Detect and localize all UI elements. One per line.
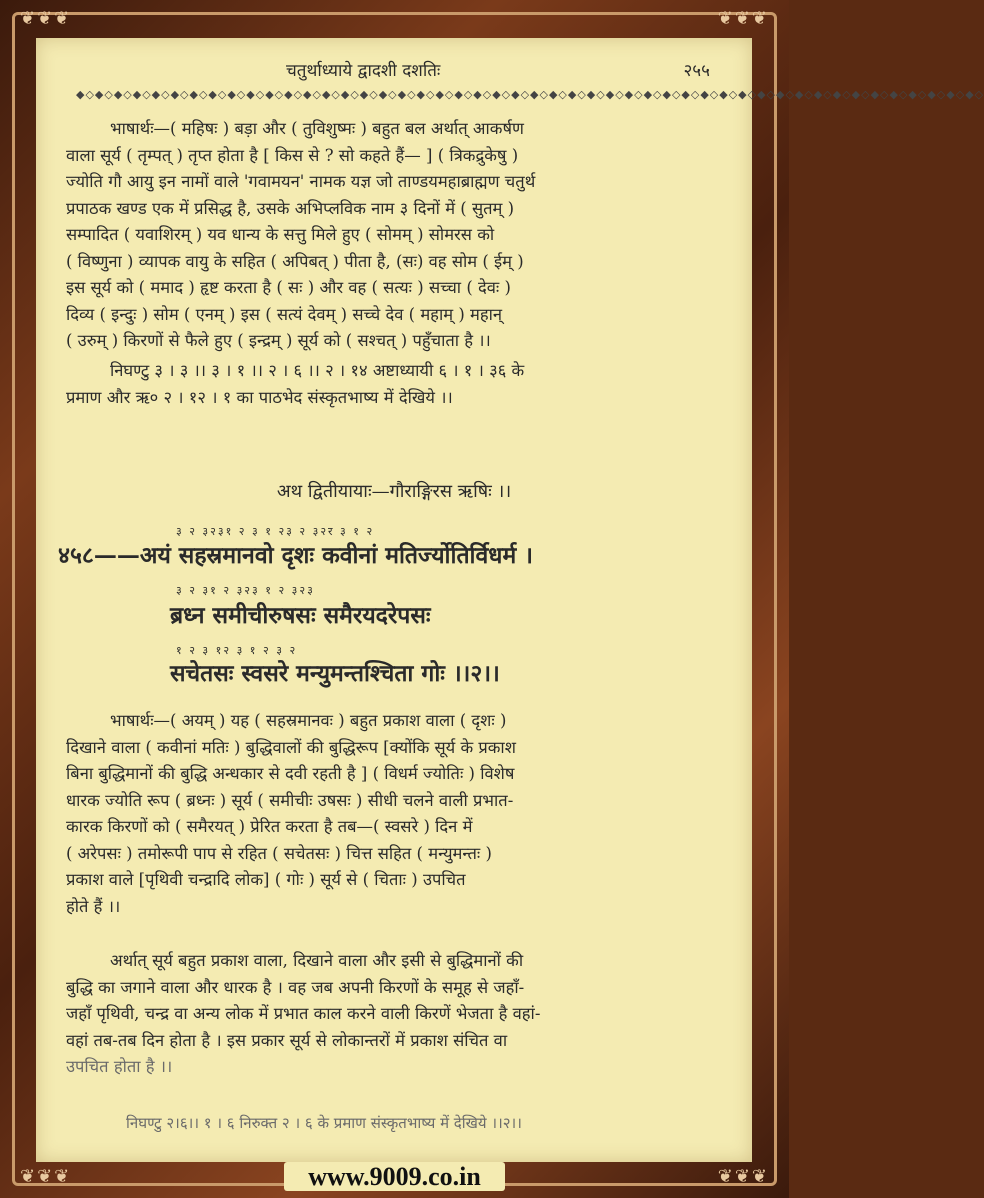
rishi-heading: अथ द्वितीयायाः—गौराङ्गिरस ऋषिः ।। bbox=[276, 481, 512, 502]
book-page bbox=[36, 38, 984, 1162]
text-line: ज्योति गौ आयु इन नामों वाले 'गवामयन' नामक यज्ञ जो ताण्डयमहाब्राह्मण चतुर्थ bbox=[66, 172, 536, 191]
text-line: प्रपाठक खण्ड एक में प्रसिद्ध है, उसके अभिप्लविक नाम ३ दिनों में ( सुतम् ) bbox=[66, 198, 515, 218]
text-line: ( विष्णुना ) व्यापक वायु के सहित ( अपिबत् ) पीता है, (सः) वह सोम ( ईम् ) bbox=[66, 251, 524, 271]
text-line: सम्पादित ( यवाशिरम् ) यव धान्य के सत्तु मिले हुए ( सोमम् ) सोमरस को bbox=[66, 225, 495, 244]
text-line: ( अरेपसः ) तमोरूपी पाप से रहित ( सचेतसः ) चित्त सहित ( मन्युमन्तः ) bbox=[66, 843, 492, 863]
text-line: उपचित होता है ।। bbox=[66, 1057, 173, 1076]
translation-paragraph-2 bbox=[66, 708, 716, 920]
mantra-line-3: सचेतसः स्वसरे मन्युमन्तश्चिता गोः ।।२।। bbox=[170, 660, 500, 687]
corner-ornament-icon: ❦❦❦ bbox=[717, 8, 769, 29]
page-number: २५५ bbox=[683, 61, 710, 81]
page-header bbox=[36, 54, 752, 84]
text-line: कारक किरणों को ( समैरयत् ) प्रेरित करता है तब—( स्वसरे ) दिन में bbox=[66, 817, 473, 836]
website-url[interactable]: www.9009.co.in bbox=[284, 1162, 505, 1191]
text-line: निघण्टु ३ । ३ ।। ३ । १ ।। २ । ६ ।। २ । १४ अष्टाध्यायी ६ । १ । ३६ के bbox=[110, 361, 525, 380]
text-line: जहाँ पृथिवी, चन्द्र वा अन्य लोक में प्रभात काल करने वाली किरणें भेजता है वहां- bbox=[66, 1004, 541, 1023]
svara-marks: ३ २ ३२३१ २ ३ १ २३ २ ३२र ३ १ २ bbox=[176, 525, 375, 538]
text-line: धारक ज्योति रूप ( ब्रध्नः ) सूर्य ( समीचीः उषसः ) सीधी चलने वाली प्रभात- bbox=[66, 790, 514, 810]
ornamental-divider: ◆◇◆◇◆◇◆◇◆◇◆◇◆◇◆◇◆◇◆◇◆◇◆◇◆◇◆◇◆◇◆◇◆◇◆◇◆◇◆◇◆◇◆◇◆◇◆◇◆◇◆◇◆◇◆◇◆◇◆◇◆◇◆◇◆◇◆◇◆◇◆◇◆◇◆◇◆◇◆◇◆◇◆◇◆◇◆◇◆◇◆◇◆◇◆◇ bbox=[76, 88, 984, 101]
explanation-paragraph bbox=[66, 948, 716, 1081]
text-line: वाला सूर्य ( तृम्पत् ) तृप्त होता है [ किस से ? सो कहते हैं— ] ( त्रिकद्रुकेषु ) bbox=[66, 145, 519, 165]
text-line: दिखाने वाला ( कवीनां मतिः ) बुद्धिवालों की बुद्धिरूप [क्योंकि सूर्य के प्रकाश bbox=[66, 737, 516, 757]
text-line: निघण्टु २।६।। १ । ६ निरुक्त २ । ६ के प्रमाण संस्कृतभाष्य में देखिये ।।२।। bbox=[126, 1114, 522, 1132]
chapter-title: चतुर्थाध्याये द्वादशी दशतिः bbox=[286, 61, 441, 81]
text-line: बिना बुद्धिमानों की बुद्धि अन्धकार से दवी रहती है ] ( विधर्म ज्योतिः ) विशेष bbox=[66, 764, 515, 783]
corner-ornament-icon: ❦❦❦ bbox=[20, 1166, 72, 1187]
text-line: होते हैं ।। bbox=[66, 896, 121, 916]
text-line: प्रमाण और ऋ० २ । १२ । १ का पाठभेद संस्कृतभाष्य में देखिये ।। bbox=[66, 387, 453, 407]
text-line: ( उरुम् ) किरणों से फैले हुए ( इन्द्रम् ) सूर्य को ( सश्चत् ) पहुँचाता है ।। bbox=[66, 331, 491, 350]
text-line: दिव्य ( इन्दुः ) सोम ( एनम् ) इस ( सत्यं देवम् ) सच्चे देव ( महाम् ) महान् bbox=[66, 304, 503, 324]
mantra-line-2: ब्रध्न समीचीरुषसः समैरयदरेपसः bbox=[170, 602, 431, 629]
corner-ornament-icon: ❦❦❦ bbox=[20, 8, 72, 29]
reference-note-2 bbox=[66, 1110, 716, 1137]
text-line: इस सूर्य को ( ममाद ) हृष्ट करता है ( सः ) और वह ( सत्यः ) सच्चा ( देवः ) bbox=[66, 278, 511, 297]
text-line: अर्थात् सूर्य बहुत प्रकाश वाला, दिखाने वाला और इसी से बुद्धिमानों की bbox=[110, 951, 524, 970]
text-line: भाषार्थः—( अयम् ) यह ( सहस्रमानवः ) बहुत प्रकाश वाला ( दृशः ) bbox=[110, 711, 507, 730]
svara-marks: १ २ ३ १२ ३ १ २ ३ २ bbox=[176, 644, 298, 657]
text-line: वहां तब-तब दिन होता है । इस प्रकार सूर्य से लोकान्तरों में प्रकाश संचित वा bbox=[66, 1030, 508, 1050]
text-line: भाषार्थः—( महिषः ) बड़ा और ( तुविशुष्मः ) बहुत बल अर्थात् आकर्षण bbox=[110, 119, 524, 138]
corner-ornament-icon: ❦❦❦ bbox=[717, 1166, 769, 1187]
text-line: प्रकाश वाले [पृथिवी चन्द्रादि लोक] ( गोः ) सूर्य से ( चिताः ) उपचित bbox=[66, 870, 466, 889]
reference-note-1 bbox=[66, 358, 716, 411]
text-line: बुद्धि का जगाने वाला और धारक है । वह जब अपनी किरणों के समूह से जहाँ- bbox=[66, 977, 525, 997]
site-footer bbox=[0, 1162, 789, 1198]
mantra-line-1: ४५८——अयं सहस्रमानवो दृशः कवीनां मतिर्ज्योतिर्विधर्म । bbox=[58, 542, 533, 569]
svara-marks: ३ २ ३१ २ ३२३ १ २ ३२३ bbox=[176, 584, 315, 597]
translation-paragraph-1 bbox=[66, 116, 716, 355]
